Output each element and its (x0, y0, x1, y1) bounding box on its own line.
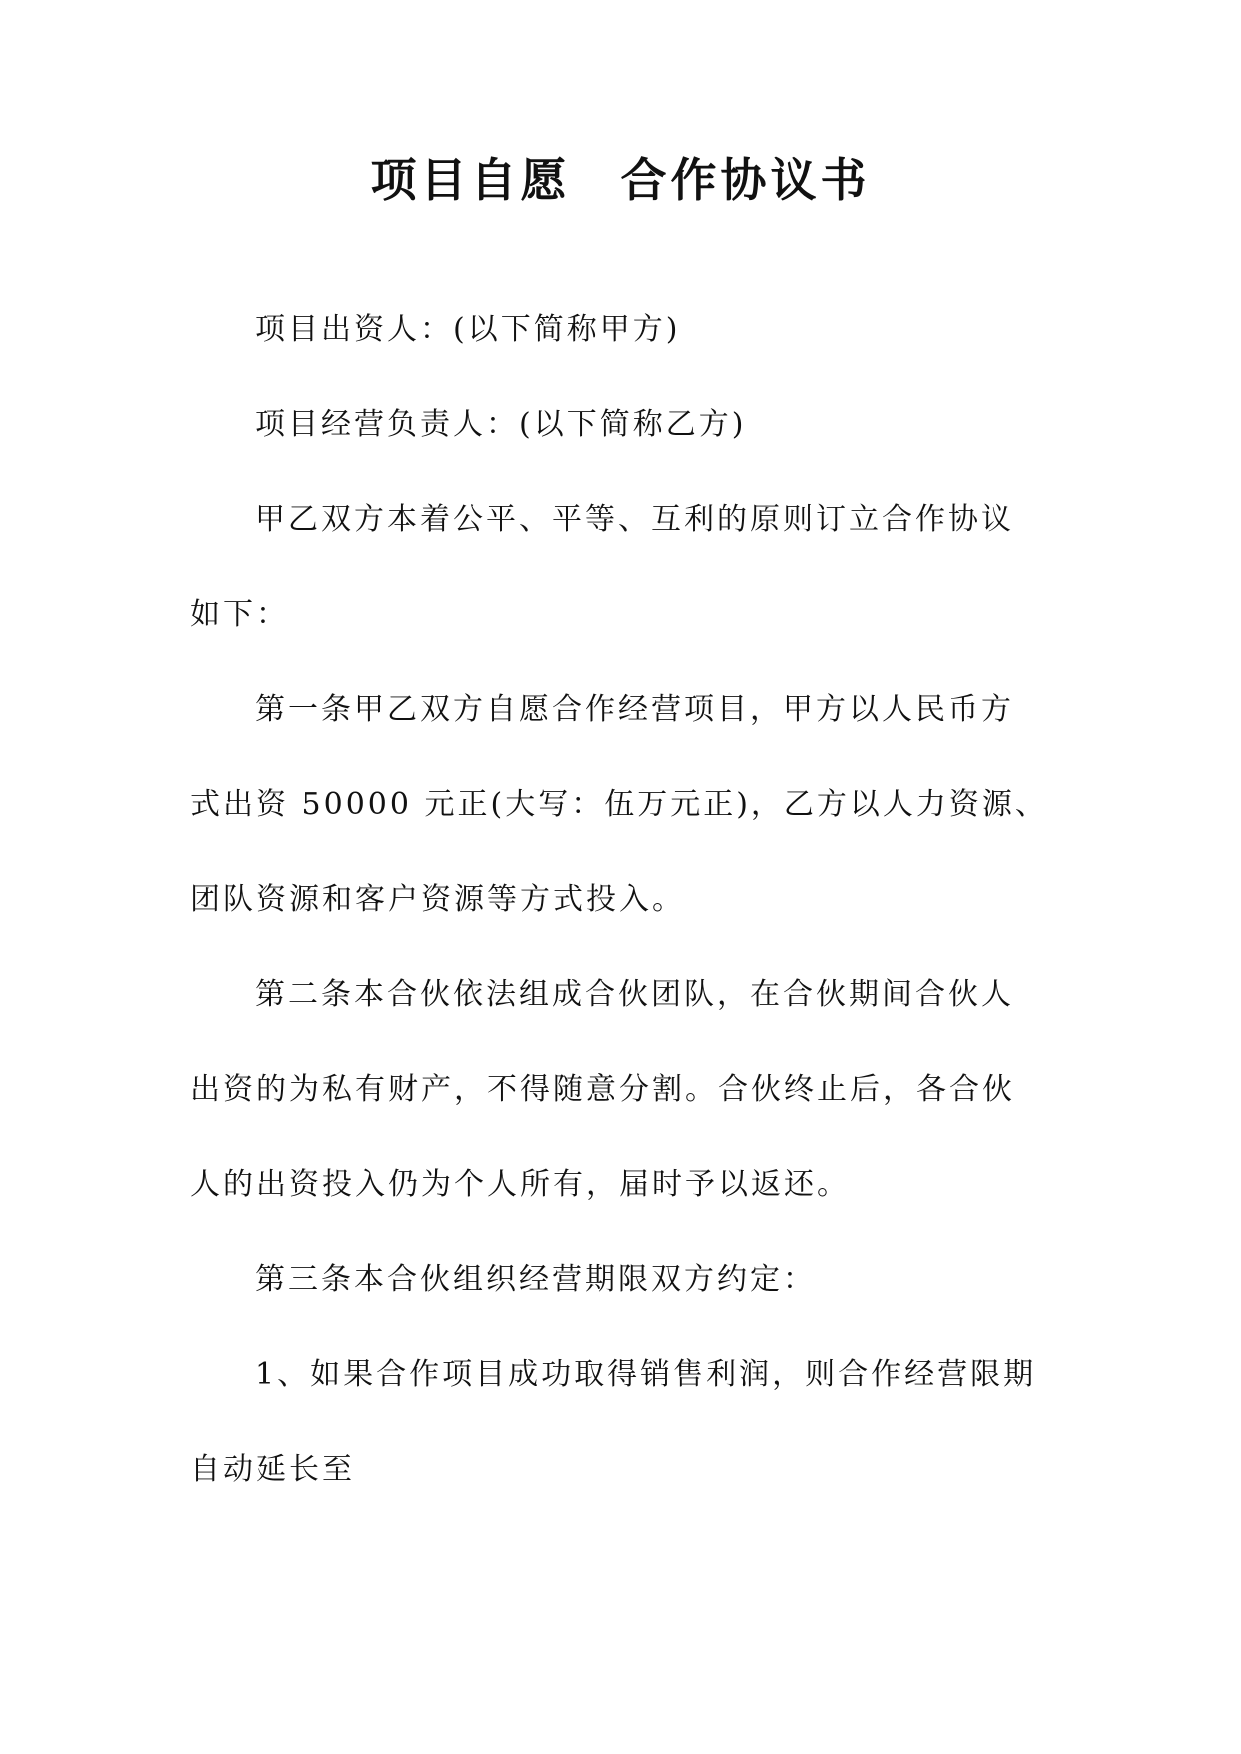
preamble-line-1: 甲乙双方本着公平、平等、互利的原则订立合作协议 (255, 502, 1014, 537)
article-3-item-1-line-1: 1、如果合作项目成功取得销售利润，则合作经营限期 (255, 1357, 1037, 1392)
article-1-line-2: 式出资 50000 元正(大写：伍万元正)，乙方以人力资源、 (190, 787, 1048, 822)
article-1-line-1: 第一条甲乙双方自愿合作经营项目，甲方以人民币方 (255, 692, 1014, 727)
article-3-item-1-line-2: 自动延长至 (190, 1452, 355, 1487)
article-2-line-2: 出资的为私有财产，不得随意分割。合伙终止后，各合伙 (190, 1072, 1015, 1107)
article-3-line-1: 第三条本合伙组织经营期限双方约定： (255, 1262, 816, 1297)
manager-line: 项目经营负责人：(以下简称乙方) (255, 407, 747, 442)
document-title: 项目自愿 合作协议书 (370, 153, 871, 207)
preamble-line-2: 如下： (190, 597, 289, 632)
article-2-line-1: 第二条本合伙依法组成合伙团队，在合伙期间合伙人 (255, 977, 1014, 1012)
article-1-line-3: 团队资源和客户资源等方式投入。 (190, 882, 685, 917)
investor-line: 项目出资人：(以下简称甲方) (255, 312, 681, 347)
article-2-line-3: 人的出资投入仍为个人所有，届时予以返还。 (190, 1167, 850, 1202)
